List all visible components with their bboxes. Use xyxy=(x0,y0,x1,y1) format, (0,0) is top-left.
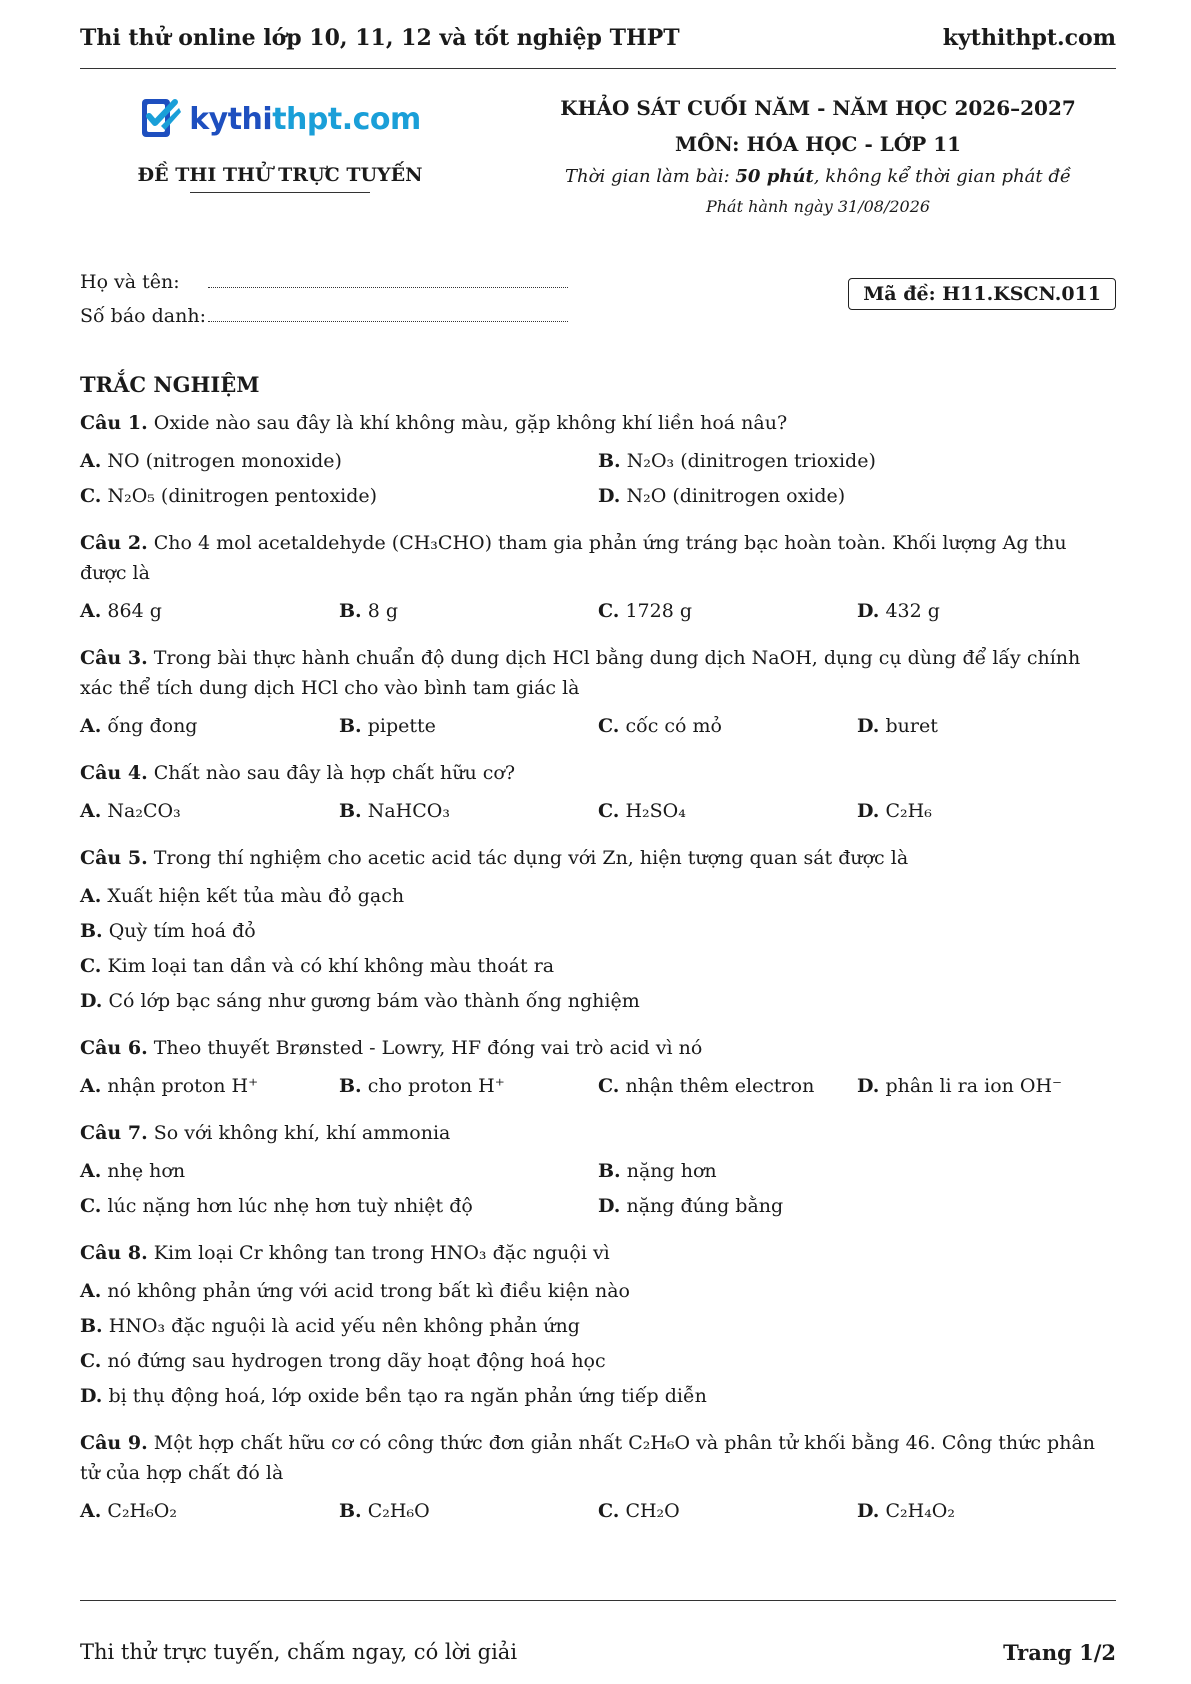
option-b[interactable]: B. C₂H₆O xyxy=(339,1500,430,1522)
logo-text xyxy=(189,102,421,137)
exam-page xyxy=(80,0,1116,1684)
option-d[interactable]: D. Có lớp bạc sáng như gương bám vào thành ống nghiệm xyxy=(80,990,640,1012)
option-d[interactable]: D. bị thụ động hoá, lớp oxide bền tạo ra ngăn phản ứng tiếp diễn xyxy=(80,1385,707,1407)
option-c[interactable]: C. Kim loại tan dần và có khí không màu thoát ra xyxy=(80,955,555,977)
footer-divider xyxy=(80,1600,1116,1601)
question-label: Câu 1. xyxy=(80,412,148,434)
logo-icon xyxy=(139,96,183,142)
option-a[interactable]: A. nó không phản ứng với acid trong bất kì điều kiện nào xyxy=(80,1280,630,1302)
option-b[interactable]: B. Quỳ tím hoá đỏ xyxy=(80,920,256,942)
exam-title: KHẢO SÁT CUỐI NĂM - NĂM HỌC 2026–2027 xyxy=(560,96,1076,120)
question-stem: Một hợp chất hữu cơ có công thức đơn giản nhất C₂H₆O và phân tử khối bằng 46. Công thức phân tử của hợp chất đó là xyxy=(80,1432,1096,1484)
option-b[interactable]: B. pipette xyxy=(339,715,436,737)
question-label: Câu 8. xyxy=(80,1242,148,1264)
question-stem: Theo thuyết Brønsted - Lowry, HF đóng vai trò acid vì nó xyxy=(153,1037,703,1059)
option-c[interactable]: C. nhận thêm electron xyxy=(598,1075,815,1097)
option-c[interactable]: C. nó đứng sau hydrogen trong dãy hoạt động hoá học xyxy=(80,1350,606,1372)
question-9 xyxy=(80,1428,1116,1529)
exam-time-suffix: , không kể thời gian phát đề xyxy=(813,166,1071,187)
option-d[interactable]: D. C₂H₄O₂ xyxy=(857,1500,956,1522)
option-d[interactable]: D. 432 g xyxy=(857,600,940,622)
question-2 xyxy=(80,528,1116,629)
option-a[interactable]: A. nhận proton H⁺ xyxy=(80,1075,259,1097)
question-8 xyxy=(80,1238,1116,1414)
question-list xyxy=(80,408,1116,1543)
question-3 xyxy=(80,643,1116,744)
option-c[interactable]: C. H₂SO₄ xyxy=(598,800,686,822)
exam-heading xyxy=(520,96,1116,216)
option-a[interactable]: A. nhẹ hơn xyxy=(80,1160,186,1182)
exam-time-value: 50 phút xyxy=(735,166,814,187)
option-c[interactable]: C. cốc có mỏ xyxy=(598,715,722,737)
header-title: Thi thử online lớp 10, 11, 12 và tốt nghiệp THPT xyxy=(80,25,680,51)
exam-code-box: Mã đề: H11.KSCN.011 xyxy=(848,278,1116,310)
exam-subject: MÔN: HÓA HỌC - LỚP 11 xyxy=(674,132,962,156)
option-c[interactable]: C. N₂O₅ (dinitrogen pentoxide) xyxy=(80,485,378,507)
option-b[interactable]: B. cho proton H⁺ xyxy=(339,1075,505,1097)
option-d[interactable]: D. N₂O (dinitrogen oxide) xyxy=(598,485,846,507)
question-label: Câu 9. xyxy=(80,1432,148,1454)
option-c[interactable]: C. CH₂O xyxy=(598,1500,680,1522)
option-b[interactable]: B. nặng hơn xyxy=(598,1160,717,1182)
option-c[interactable]: C. lúc nặng hơn lúc nhẹ hơn tuỳ nhiệt độ xyxy=(80,1195,473,1217)
exam-time xyxy=(520,166,1116,187)
option-b[interactable]: B. NaHCO₃ xyxy=(339,800,450,822)
option-d[interactable]: D. buret xyxy=(857,715,938,737)
question-label: Câu 6. xyxy=(80,1037,148,1059)
option-d[interactable]: D. C₂H₆ xyxy=(857,800,932,822)
question-stem: Chất nào sau đây là hợp chất hữu cơ? xyxy=(153,762,516,784)
question-stem: Kim loại Cr không tan trong HNO₃ đặc nguội vì xyxy=(153,1242,610,1264)
page-number: Trang 1/2 xyxy=(1003,1640,1116,1665)
option-a[interactable]: A. 864 g xyxy=(80,600,162,622)
site-logo[interactable] xyxy=(139,96,421,142)
option-d[interactable]: D. phân li ra ion OH⁻ xyxy=(857,1075,1063,1097)
option-a[interactable]: A. ống đong xyxy=(80,715,198,737)
page-footer xyxy=(80,1640,1116,1665)
student-id-label: Số báo danh: xyxy=(80,305,207,327)
question-label: Câu 7. xyxy=(80,1122,148,1144)
header-site-link[interactable]: kythithpt.com xyxy=(942,25,1116,51)
question-stem: Trong thí nghiệm cho acetic acid tác dụng với Zn, hiện tượng quan sát được là xyxy=(153,847,909,869)
name-label: Họ và tên: xyxy=(80,271,180,293)
exam-type-subtitle: ĐỀ THI THỬ TRỰC TUYẾN xyxy=(137,164,423,186)
student-id-field[interactable] xyxy=(208,299,568,322)
question-label: Câu 4. xyxy=(80,762,148,784)
exam-release-date: Phát hành ngày 31/08/2026 xyxy=(705,197,931,216)
option-d[interactable]: D. nặng đúng bằng xyxy=(598,1195,784,1217)
subtitle-underline xyxy=(190,192,370,193)
question-stem: Trong bài thực hành chuẩn độ dung dịch HCl bằng dung dịch NaOH, dụng cụ dùng để lấy chính xác thể tích dung dịch HCl cho vào bình tam giác là xyxy=(80,647,1081,699)
question-label: Câu 5. xyxy=(80,847,148,869)
option-c[interactable]: C. 1728 g xyxy=(598,600,693,622)
option-a[interactable]: A. NO (nitrogen monoxide) xyxy=(80,450,342,472)
header-divider xyxy=(80,68,1116,69)
option-b[interactable]: B. N₂O₃ (dinitrogen trioxide) xyxy=(598,450,876,472)
option-a[interactable]: A. Xuất hiện kết tủa màu đỏ gạch xyxy=(80,885,405,907)
question-5 xyxy=(80,843,1116,1019)
option-b[interactable]: B. 8 g xyxy=(339,600,399,622)
logo-text-part2: thpt.com xyxy=(272,101,421,137)
question-label: Câu 3. xyxy=(80,647,148,669)
question-1 xyxy=(80,408,1116,514)
option-a[interactable]: A. C₂H₆O₂ xyxy=(80,1500,177,1522)
question-label: Câu 2. xyxy=(80,532,148,554)
name-field[interactable] xyxy=(208,265,568,288)
student-info xyxy=(80,265,568,333)
question-stem: So với không khí, khí ammonia xyxy=(153,1122,451,1144)
question-4 xyxy=(80,758,1116,829)
question-stem: Cho 4 mol acetaldehyde (CH₃CHO) tham gia phản ứng tráng bạc hoàn toàn. Khối lượng Ag thu được là xyxy=(80,532,1067,584)
option-a[interactable]: A. Na₂CO₃ xyxy=(80,800,181,822)
section-title: TRẮC NGHIỆM xyxy=(80,372,260,397)
logo-block xyxy=(80,96,480,193)
option-b[interactable]: B. HNO₃ đặc nguội là acid yếu nên không phản ứng xyxy=(80,1315,580,1337)
question-7 xyxy=(80,1118,1116,1224)
top-header xyxy=(80,18,1116,58)
footer-slogan: Thi thử trực tuyến, chấm ngay, có lời giải xyxy=(80,1640,518,1664)
question-6 xyxy=(80,1033,1116,1104)
logo-text-part1: kythi xyxy=(189,101,273,137)
exam-time-prefix: Thời gian làm bài: xyxy=(565,166,736,187)
question-stem: Oxide nào sau đây là khí không màu, gặp không khí liền hoá nâu? xyxy=(153,412,788,434)
